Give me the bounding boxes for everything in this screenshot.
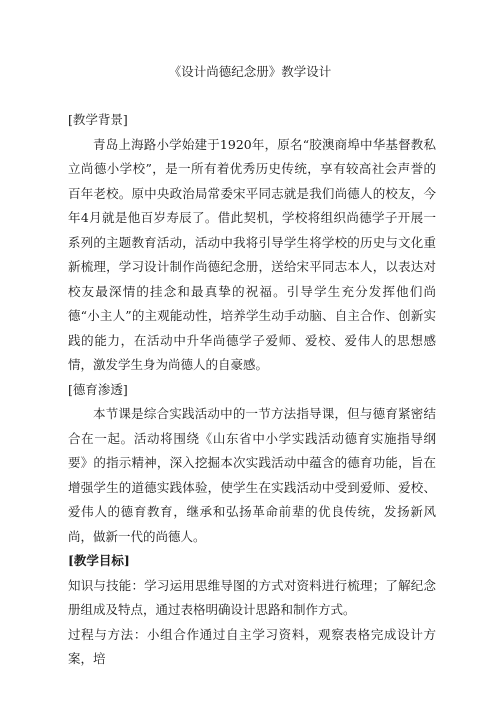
section-heading-background: [教学背景] xyxy=(68,112,128,127)
goals-process-paragraph: 过程与方法：小组合作通过自主学习资料，观察表格完成设计方案，培 xyxy=(68,626,436,666)
moral-paragraph: 本节课是综合实践活动中的一节方法指导课，但与德育紧密结合在一起。活动将围绕《山东省中小学实践活动德育实施指导纲要》的指示精神，深入挖掘本次实践活动中蕴含的德育功能，旨在增强学生的道德实践体验，使学生在实践活动中受到爱师、爱校、爱伟人的德育教育，继承和弘扬革命前辈的优良传统，发扬新风尚，做新一代的尚德人。 xyxy=(68,406,436,544)
background-paragraph: 青岛上海路小学始建于1920年，原名“胶澳商埠中华基督教私立尚德小学校”，是一所有着优秀历史传统，享有较高社会声誉的百年老校。原中央政治局常委宋平同志就是我们尚德人的校友，今年4月就是他百岁寿辰了。借此契机，学校将组织尚德学子开展一系列的主题教育活动，活动中我将引导学生将学校的历史与文化重新梳理，学习设计制作尚德纪念册，送给宋平同志本人，以表达对校友最深情的挂念和最真挚的祝福。引导学生充分发挥他们尚德“小主人”的主观能动性，培养学生动手动脑、自主合作、创新实践的能力，在活动中升华尚德学子爱师、爱校、爱伟人的思想感情，激发学生身为尚德人的自豪感。 xyxy=(68,136,436,372)
goals-knowledge-paragraph: 知识与技能：学习运用思维导图的方式对资料进行梳理；了解纪念册组成及特点，通过表格明确设计思路和制作方式。 xyxy=(68,577,436,617)
document-title: 《设计尚德纪念册》教学设计 xyxy=(168,64,332,79)
document-body xyxy=(68,108,436,672)
section-heading-moral: [德育渗透] xyxy=(68,381,128,397)
section-heading-goals: [教学目标] xyxy=(68,553,130,568)
